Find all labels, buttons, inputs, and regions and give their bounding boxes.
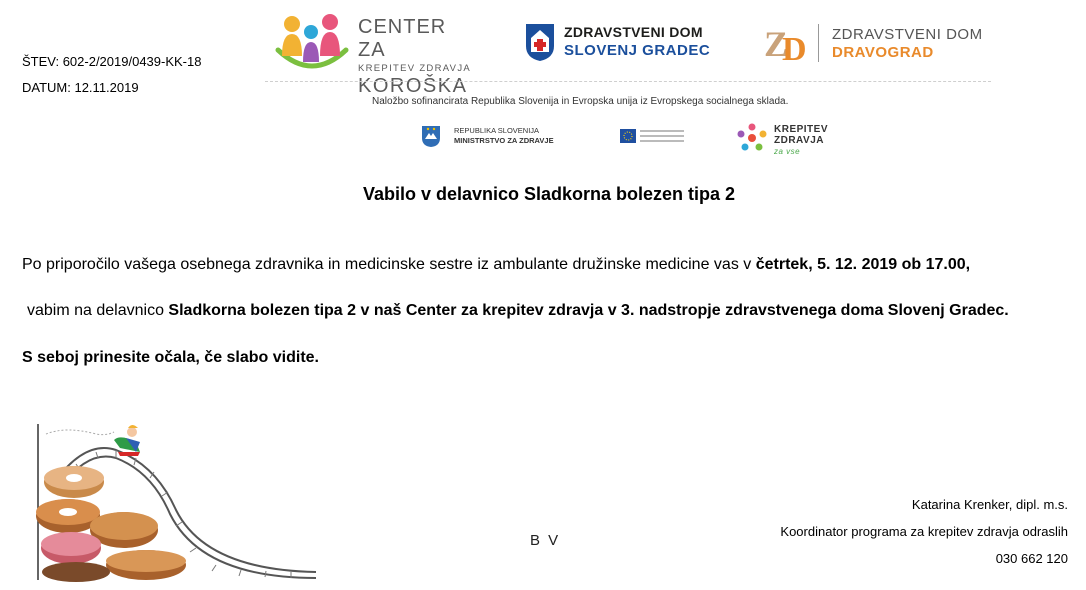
logo-separator: [818, 24, 819, 62]
ckz-line1: CENTER ZA: [358, 16, 447, 61]
ckz-line3: KOROŠKA: [358, 75, 468, 97]
zd-dravograd-logo: [762, 22, 1002, 66]
ckz-line2: KREPITEV ZDRAVJA: [358, 63, 472, 74]
funding-notice: Naložbo sofinancirata Republika Slovenija in Evropska unija iz Evropskega socialnega sklada.: [372, 96, 789, 107]
glasses-note: S seboj prinesite očala, če slabo vidite.: [22, 349, 319, 366]
workshop-text: vabim na delavnico: [27, 302, 169, 319]
zd-monogram-icon: [762, 22, 810, 64]
document-date: DATUM: 12.11.2019: [22, 80, 139, 95]
rs-line1: REPUBLIKA SLOVENIJA: [454, 126, 540, 135]
coat-of-arms-icon: [524, 22, 556, 62]
kz-line2: ZDRAVJA: [774, 135, 824, 146]
signature-role: Koordinator programa za krepitev zdravja odraslih: [780, 524, 1068, 539]
workshop-location: Sladkorna bolezen tipa 2 v naš Center za krepitev zdravja v 3. nadstropje zdravstvenega doma Slovenj Gradec.: [168, 302, 1009, 319]
rs-line2: MINISTRSTVO ZA ZDRAVJE: [454, 136, 554, 145]
zdd-line2: DRAVOGRAD: [832, 44, 934, 61]
signature-phone: 030 662 120: [995, 551, 1068, 566]
eu-flag-icon: [620, 129, 636, 143]
zd-slovenj-gradec-logo: [524, 22, 734, 66]
paragraph-workshop: [27, 302, 1009, 320]
svg-text:D: D: [782, 31, 807, 64]
zdsg-line2: SLOVENJ GRADEC: [564, 42, 711, 59]
event-date: četrtek, 5. 12. 2019 ob 17.00,: [755, 256, 971, 273]
document-number: ŠTEV: 602-2/2019/0439-KK-18: [22, 54, 202, 69]
zdd-line1: ZDRAVSTVENI DOM: [832, 26, 983, 43]
eu-logo: [620, 126, 690, 148]
initials: B V: [530, 532, 561, 549]
ministry-logo: [420, 124, 580, 150]
krepitev-zdravja-logo: [736, 122, 846, 156]
eu-text-lines: [640, 130, 684, 145]
header-divider: [265, 81, 991, 82]
ckz-koroska-logo: [272, 10, 472, 97]
signature-name: Katarina Krenker, dipl. m.s.: [911, 497, 1068, 512]
intro-text: Po priporočilo vašega osebnega zdravnika in medicinske sestre iz ambulante družinske medicine vas v: [22, 256, 756, 273]
family-icon: [272, 10, 352, 78]
slovenia-crest-icon: [420, 124, 442, 148]
donut-rollercoaster-icon: [36, 420, 321, 582]
invitation-title: Vabilo v delavnico Sladkorna bolezen tipa 2: [362, 184, 736, 204]
paragraph-intro: [22, 256, 970, 274]
svg-text:Z: Z: [764, 24, 789, 64]
donut-rollercoaster-illustration: [36, 420, 321, 582]
kz-line1: KREPITEV: [774, 124, 829, 135]
people-star-icon: [736, 122, 768, 152]
zdsg-line1: ZDRAVSTVENI DOM: [564, 24, 703, 40]
paragraph-glasses: [22, 349, 319, 367]
kz-tagline: za vse: [774, 147, 801, 156]
